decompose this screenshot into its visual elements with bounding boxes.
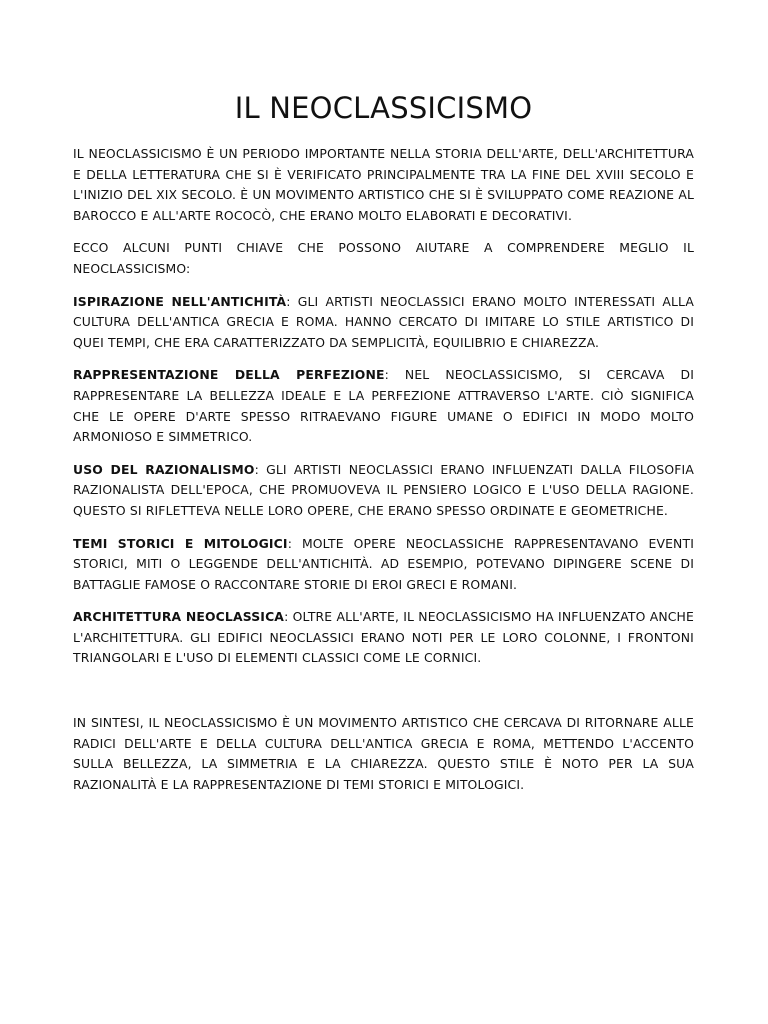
point-text: : GLI ARTISTI NEOCLASSICI ERANO INFLUENZATI DALLA FILOSOFIA RAZIONALISTA DELL'EPOCA, CHE PROMUOVEVA IL PENSIERO LOGICO E L'USO DELLA RAGIONE. QUESTO SI RIFLETTEVA NELLE LORO OPERE, CHE ERANO SPESSO ORDINATE E GEOMETRICHE. [73,461,694,518]
point-paragraph [73,292,694,354]
point-paragraph [73,365,694,447]
lead-paragraph: ECCO ALCUNI PUNTI CHIAVE CHE POSSONO AIUTARE A COMPRENDERE MEGLIO IL NEOCLASSICISMO: [73,240,694,276]
point-paragraph [73,534,694,596]
point-text: : OLTRE ALL'ARTE, IL NEOCLASSICISMO HA INFLUENZATO ANCHE L'ARCHITETTURA. GLI EDIFICI NEOCLASSICI ERANO NOTI PER LE LORO COLONNE, I FRONTONI TRIANGOLARI E L'USO DI ELEMENTI CLASSICI COME LE CORNICI. [73,609,694,666]
point-paragraph [73,607,694,669]
point-text: : GLI ARTISTI NEOCLASSICI ERANO MOLTO INTERESSATI ALLA CULTURA DELL'ANTICA GRECIA E ROMA. HANNO CERCATO DI IMITARE LO STILE ARTISTICO DI QUEI TEMPI, CHE ERA CARATTERIZZATO DA SEMPLICITÀ, EQUILIBRIO E CHIAREZZA. [73,293,694,350]
conclusion-paragraph: IN SINTESI, IL NEOCLASSICISMO È UN MOVIMENTO ARTISTICO CHE CERCAVA DI RITORNARE ALLE RADICI DELL'ARTE E DELLA CULTURA DELL'ANTICA GRECIA E ROMA, METTENDO L'ACCENTO SULLA BELLEZZA, LA SIMMETRIA E LA CHIAREZZA. QUESTO STILE È NOTO PER LA SUA RAZIONALITÀ E LA RAPPRESENTAZIONE DI TEMI STORICI E MITOLOGICI. [73,715,694,792]
intro-paragraph: IL NEOCLASSICISMO È UN PERIODO IMPORTANTE NELLA STORIA DELL'ARTE, DELL'ARCHITETTURA E DELLA LETTERATURA CHE SI È VERIFICATO PRINCIPALMENTE TRA LA FINE DEL XVIII SECOLO E L'INIZIO DEL XIX SECOLO. È UN MOVIMENTO ARTISTICO CHE SI È SVILUPPATO COME REAZIONE AL BAROCCO E ALL'ARTE ROCOCÒ, CHE ERANO MOLTO ELABORATI E DECORATIVI. [73,146,694,223]
point-term: TEMI STORICI E MITOLOGICI [73,535,288,551]
point-text: : NEL NEOCLASSICISMO, SI CERCAVA DI RAPPRESENTARE LA BELLEZZA IDEALE E LA PERFEZIONE ATTRAVERSO L'ARTE. CIÒ SIGNIFICA CHE LE OPERE D'ARTE SPESSO RITRAEVANO FIGURE UMANE O EDIFICI IN MODO MOLTO ARMONIOSO E SIMMETRICO. [73,367,695,445]
point-term: ARCHITETTURA NEOCLASSICA [73,609,285,625]
point-paragraph [73,460,694,522]
document-page [73,88,694,807]
point-term: ISPIRAZIONE NELL'ANTICHITÀ [73,293,287,309]
point-term: USO DEL RAZIONALISMO [73,461,255,477]
document-title: IL NEOCLASSICISMO [234,91,533,125]
point-term: RAPPRESENTAZIONE DELLA PERFEZIONE [73,367,385,383]
point-text: : MOLTE OPERE NEOCLASSICHE RAPPRESENTAVANO EVENTI STORICI, MITI O LEGGENDE DELL'ANTICHITÀ. AD ESEMPIO, POTEVANO DIPINGERE SCENE DI BATTAGLIE FAMOSE O RACCONTARE STORIE DI EROI GRECI E ROMANI. [73,535,694,592]
